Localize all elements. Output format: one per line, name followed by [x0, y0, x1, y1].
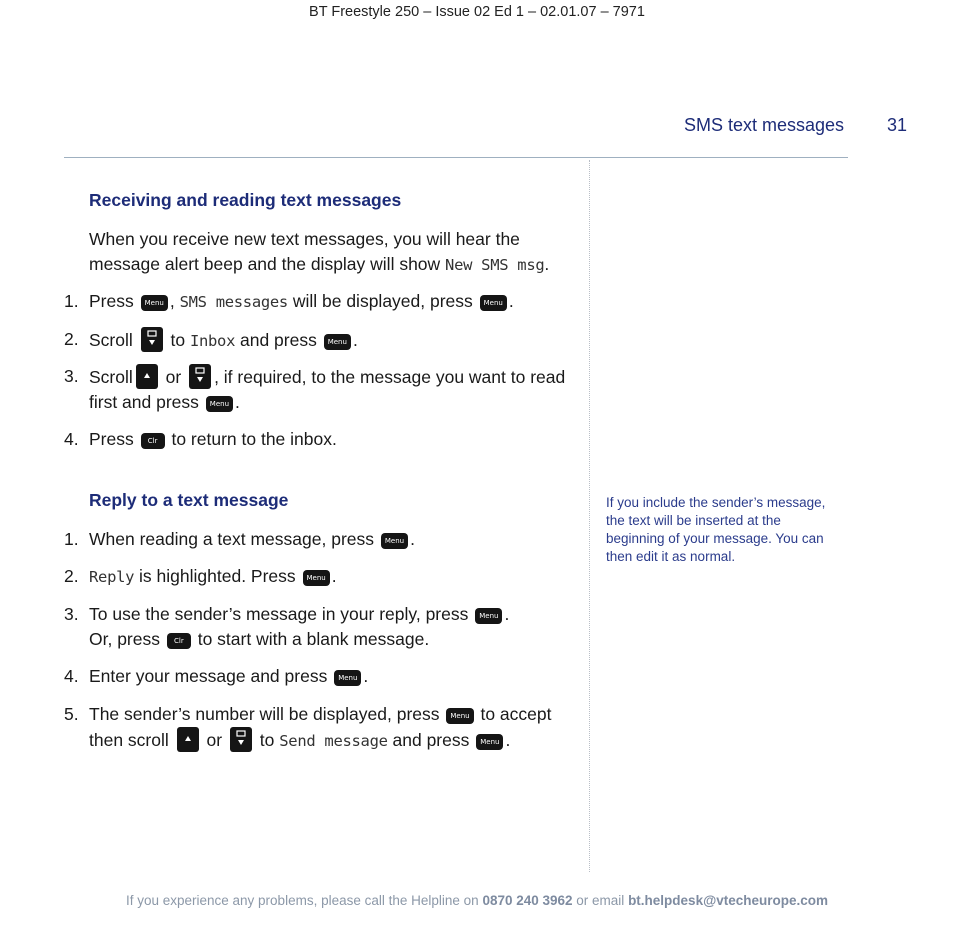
scroll-down-key-icon [230, 727, 252, 752]
section-title: SMS text messages [683, 115, 844, 135]
step-text: , [169, 291, 180, 311]
menu-key-icon: Menu [381, 533, 408, 549]
step-text: Or, press [89, 629, 165, 649]
step-number: 1. [64, 291, 79, 311]
receiving-heading: Receiving and reading text messages [89, 190, 402, 210]
step-text: . [235, 392, 240, 412]
menu-key-icon: Menu [476, 734, 503, 750]
step-text: . [505, 730, 511, 750]
scroll-down-key-icon [189, 364, 211, 389]
sidenote: If you include the sender’s message, the text will be inserted at the beginning of your message. You can then edit it as normal. [606, 495, 826, 564]
step-number: 3. [64, 604, 79, 624]
helpdesk-email: bt.helpdesk@vtecheurope.com [628, 893, 829, 908]
scroll-down-key-icon [141, 327, 163, 352]
display-text-sms-messages: SMS messages [179, 293, 288, 311]
display-text-inbox: Inbox [189, 332, 236, 350]
menu-key-icon: Menu [334, 670, 361, 686]
page-number: 31 [887, 115, 908, 135]
reply-step-1 [64, 527, 579, 552]
menu-key-icon: Menu [475, 608, 502, 624]
step-number: 1. [64, 529, 79, 549]
step-text: , if required, to the message you want to read first and press [89, 367, 566, 412]
header-rule [64, 157, 848, 158]
step-text: or [160, 367, 187, 387]
receiving-step-3 [64, 364, 579, 415]
reply-step-2 [64, 564, 579, 590]
reply-step-5 [64, 702, 579, 754]
footer-text: or email [572, 893, 629, 908]
clear-key-icon: Clr [167, 633, 191, 649]
menu-key-icon: Menu [141, 295, 168, 311]
step-text: . [410, 529, 415, 549]
step-number: 4. [64, 666, 79, 686]
reply-heading: Reply to a text message [89, 490, 289, 510]
step-text: Scroll [89, 367, 133, 387]
menu-key-icon: Menu [480, 295, 507, 311]
step-number: 2. [64, 566, 79, 586]
step-text: to start with a blank message. [192, 629, 430, 649]
display-text-reply: Reply [89, 568, 135, 586]
footer-text: If you experience any problems, please call the Helpline on [125, 893, 483, 908]
footer-helpline [0, 893, 954, 908]
menu-key-icon: Menu [446, 708, 473, 724]
step-text: . [352, 330, 358, 350]
step-text: Enter your message and press [89, 666, 333, 686]
reply-step-4 [64, 664, 579, 689]
receiving-step-4 [64, 427, 579, 452]
reply-step-3 [64, 602, 579, 652]
intro-text: When you receive new text messages, you will hear the message alert beep and the display will show [89, 229, 520, 274]
step-text: . [504, 604, 510, 624]
clear-key-icon: Clr [141, 433, 165, 449]
step-text: To use the sender’s message in your reply, press [89, 604, 474, 624]
menu-key-icon: Menu [324, 334, 351, 350]
menu-key-icon: Menu [303, 570, 330, 586]
step-text: . [363, 666, 369, 686]
step-text: . [508, 291, 514, 311]
step-number: 4. [64, 429, 79, 449]
document-id: BT Freestyle 250 – Issue 02 Ed 1 – 02.01.07 – 7971 [309, 4, 645, 20]
step-text: to return to the inbox. [166, 429, 337, 449]
step-text: or [201, 730, 227, 750]
step-text: Press [89, 429, 139, 449]
step-text: When reading a text message, press [89, 529, 379, 549]
menu-key-icon: Menu [206, 396, 233, 412]
step-text: and press [235, 330, 322, 350]
step-text: to [165, 330, 190, 350]
step-number: 3. [64, 366, 79, 386]
helpline-phone: 0870 240 3962 [482, 893, 573, 908]
receiving-step-2 [64, 327, 579, 354]
step-text: . [331, 566, 337, 586]
display-text-new-sms: New SMS msg [445, 256, 545, 274]
scroll-up-key-icon [177, 727, 199, 752]
receiving-intro [89, 227, 579, 278]
step-text: The sender’s number will be displayed, press [89, 704, 445, 724]
step-text: Press [89, 291, 139, 311]
intro-end: . [544, 254, 550, 274]
column-divider [589, 160, 590, 872]
step-text: is highlighted. Press [134, 566, 301, 586]
step-text: to [254, 730, 280, 750]
step-text: to accept then scroll [89, 704, 552, 750]
step-text: will be displayed, press [287, 291, 478, 311]
step-text: Scroll [89, 330, 138, 350]
step-number: 2. [64, 329, 79, 349]
receiving-step-1 [64, 289, 579, 315]
step-text: and press [387, 730, 475, 750]
step-number: 5. [64, 704, 79, 724]
scroll-up-key-icon [136, 364, 158, 389]
display-text-send-message: Send message [279, 732, 388, 750]
